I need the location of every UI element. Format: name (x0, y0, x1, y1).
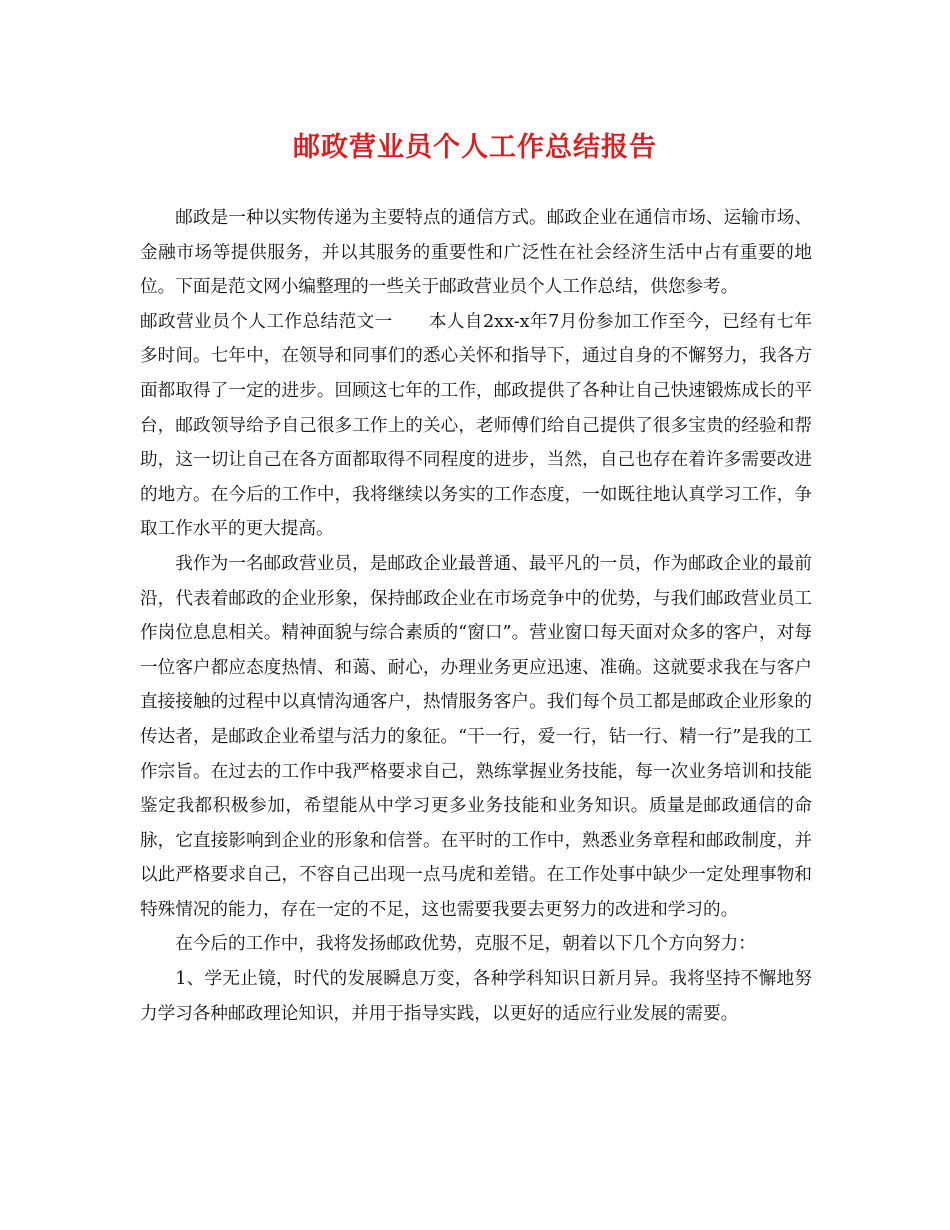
paragraph-role: 我作为一名邮政营业员，是邮政企业最普通、最平凡的一员，作为邮政企业的最前沿，代表着邮政的企业形象，保持邮政企业在市场竞争中的优势，与我们邮政营业员工作岗位息息相关。精神面貌与综合素质的“窗口”。营业窗口每天面对众多的客户，对每一位客户都应态度热情、和蔼、耐心，办理业务更应迅速、准确。这就要求我在与客户直接接触的过程中以真情沟通客户，热情服务客户。我们每个员工都是邮政企业形象的传达者，是邮政企业希望与活力的象征。“干一行，爱一行，钻一行、精一行”是我的工作宗旨。在过去的工作中我严格要求自己，熟练掌握业务技能，每一次业务培训和技能鉴定我都积极参加，希望能从中学习更多业务技能和业务知识。质量是邮政通信的命脉，它直接影响到企业的形象和信誉。在平时的工作中，熟悉业务章程和邮政制度，并以此严格要求自己，不容自己出现一点马虎和差错。在工作处事中缺少一定处理事物和特殊情况的能力，存在一定的不足，这也需要我要去更努力的改进和学习的。 (140, 553, 812, 920)
document-title: 邮政营业员个人工作总结报告 (293, 132, 657, 163)
paragraph-sample-one: 邮政营业员个人工作总结范文一 本人自2xx-x年7月份参加工作至今，已经有七年多时间。七年中，在领导和同事们的悉心关怀和指导下，通过自身的不懈努力，我各方面都取得了一定的进步。回顾这七年的工作，邮政提供了各种让自己快速锻炼成长的平台，邮政领导给予自己很多工作上的关心，老师傅们给自己提供了很多宝贵的经验和帮助，这一切让自己在各方面都取得不同程度的进步，当然，自己也存在着许多需要改进的地方。在今后的工作中，我将继续以务实的工作态度，一如既往地认真学习工作，争取工作水平的更大提高。 (140, 311, 812, 540)
paragraph-future: 在今后的工作中，我将发扬邮政优势，克服不足，朝着以下几个方向努力： (175, 934, 756, 955)
paragraph-intro: 邮政是一种以实物传递为主要特点的通信方式。邮政企业在通信市场、运输市场、金融市场等提供服务，并以其服务的重要性和广泛性在社会经济生活中占有重要的地位。下面是范文网小编整理的一些关于邮政营业员个人工作总结，供您参考。 (140, 208, 812, 298)
paragraph-point-one: 1、学无止镜，时代的发展瞬息万变，各种学科知识日新月异。我将坚持不懈地努力学习各种邮政理论知识，并用于指导实践，以更好的适应行业发展的需要。 (140, 969, 812, 1024)
document-body (140, 201, 812, 1031)
